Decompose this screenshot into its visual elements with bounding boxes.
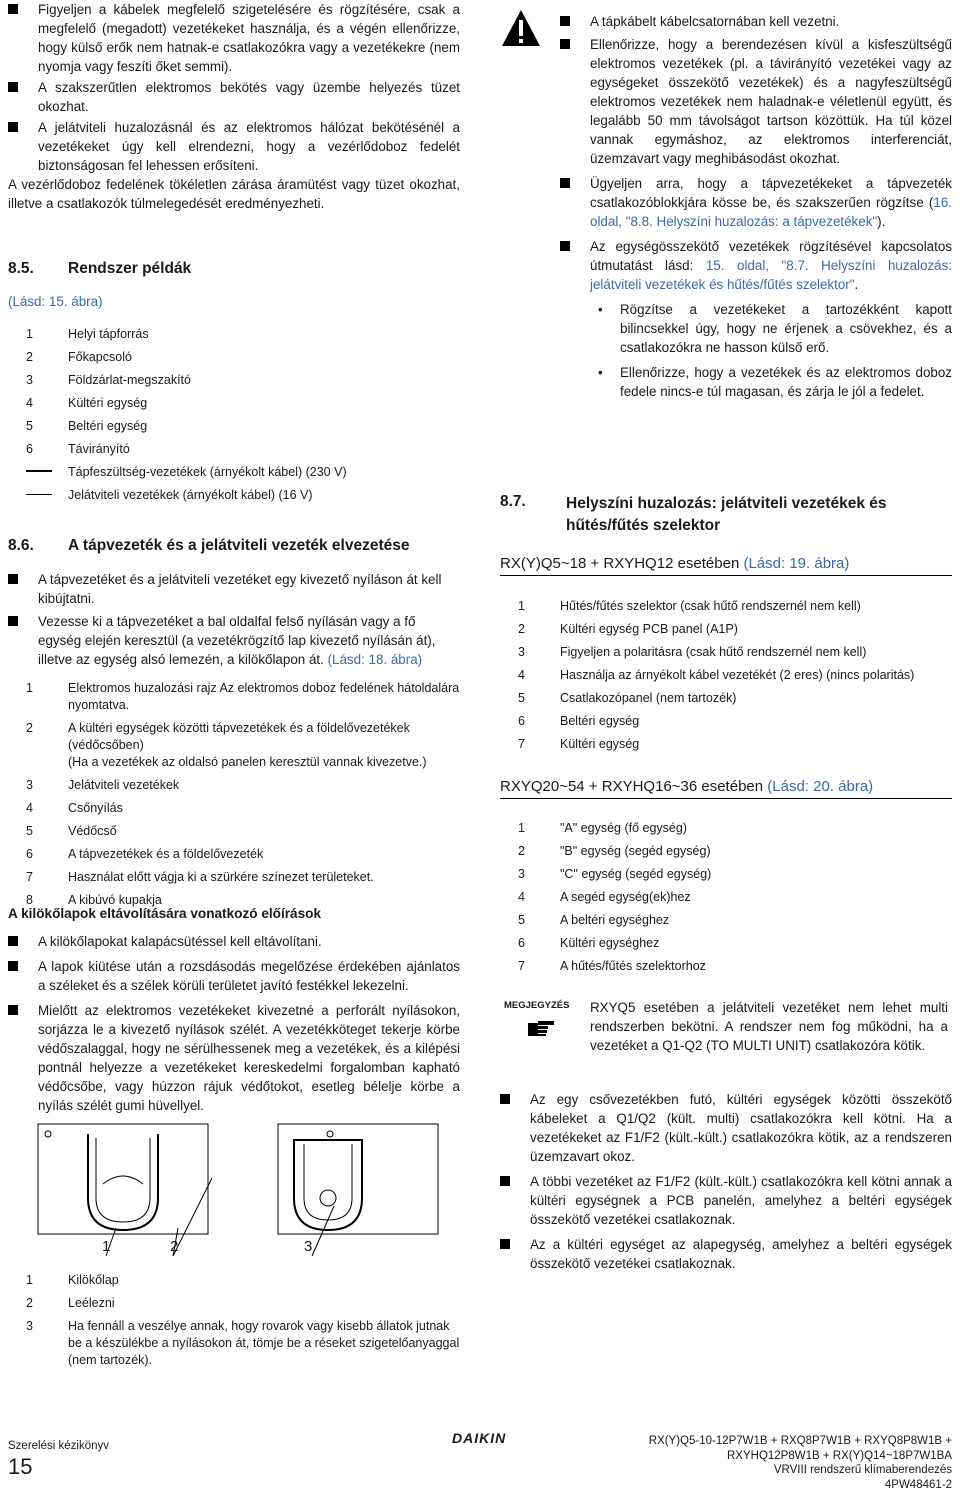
- list-item: 3 Ha fennáll a veszélye annak, hogy rovarok vagy kisebb állatok jutnak be a készülékbe a nyílásokon át, tömje be a réseket szigetelőanyaggal (nem tartozék).: [26, 1319, 460, 1367]
- manual-title: Szerelési kézikönyv: [8, 1440, 109, 1452]
- figure-ref-18[interactable]: (Lásd: 18. ábra): [327, 652, 423, 667]
- list-item: A lapok kiütése után a rozsdásodás megelőzése érdekében ajánlatos a széleket és a szélek körüli területet javító festékkel lekezelni.: [8, 957, 460, 995]
- list-item: 3 Figyeljen a polaritásra (csak hűtő rendszernél nem kell): [518, 645, 867, 659]
- dot-item: • Ellenőrizze, hogy a vezetékek és az elektromos doboz fedele nincs-e túl magasan, és zárja le jól a fedelet.: [598, 365, 952, 399]
- list-item: 2 "B" egység (segéd egység): [518, 844, 711, 858]
- page-16-link[interactable]: 16. oldal, "8.8. Helyszíni huzalozás: a tápvezetékek": [590, 195, 952, 229]
- list-item: 4 Csőnyílás: [26, 801, 123, 815]
- list-item: 2 Kültéri egység PCB panel (A1P): [518, 622, 738, 636]
- list-item: Mielőtt az elektromos vezetékeket kivezetné a perforált nyílásokon, sorjázza le a kivezető nyílások szélét. A vezetékköteget tekerje körbe védőszalaggal, hogy ne sérülhessenek meg a vezetékek, és a kilépési pontnál helyezze a vezetékeket kereskedelmi forgalomban kapható védőcsőbe, vagy húzzon rájuk védőtokot, esetleg bélelje körbe a nyílás szélét gumi hüvellyel.: [8, 1001, 460, 1115]
- list-item: 2 Főkapcsoló: [26, 350, 132, 364]
- note-text: RXYQ5 esetében a jelátviteli vezetéket nem lehet multi rendszerben bekötni. A rendszer nem fog működni, ha a vezetéket a Q1-Q2 (TO MULTI UNIT) csatlakozóra kötik.: [590, 1000, 948, 1053]
- bullet-list-1: [8, 0, 460, 213]
- list-item: 1 "A" egység (fő egység): [518, 821, 687, 835]
- warning-bullets: [560, 12, 952, 401]
- section-heading-8-6: 8.6. A tápvezeték és a jelátviteli vezeték elvezetése: [8, 537, 410, 554]
- daikin-logo: DAIKIN: [452, 1430, 507, 1446]
- list-item: 6 Távirányító: [26, 442, 130, 456]
- square-bullet-icon: [560, 16, 570, 26]
- knockout-bullets: [8, 932, 460, 1115]
- page-15-link[interactable]: 15. oldal, "8.7. Helyszíni huzalozás: jelátviteli vezetékek és hűtés/fűtés szelektor": [590, 258, 953, 292]
- list-item: Ellenőrizze, hogy a berendezésen kívül a kisfeszültségű elektromos vezetékek (pl. a távirányító vezetékei vagy az egységeket összekötő vezetékek) és a nagyfeszültségű elektromos vezetékek nem haladnak-e véletlenül együtt, és legalább 50 mm távolságot tartson közöttük. Ha túl közel vannak egymáshoz, az elektromos interferenciát, üzemzavart vagy meghibásodást okozhat.: [560, 35, 952, 168]
- list-item: 4 Kültéri egység: [26, 396, 148, 410]
- subheading-rxyq5: RX(Y)Q5~18 + RXYHQ12 esetében (Lásd: 19. ábra): [500, 555, 850, 572]
- square-bullet-icon: [8, 122, 18, 132]
- list-item: Az a kültéri egységet az alapegység, amelyhez a beltéri egységek összekötő vezetékei csatlakoznak.: [500, 1235, 952, 1273]
- dot-item: • Rögzítse a vezetékeket a tartozékként kapott bilincsekkel úgy, hogy ne érjenek a csövekhez, és a csatlakozókra ne hasson külső erő.: [598, 302, 952, 355]
- figure-label: 1: [102, 1238, 111, 1255]
- square-bullet-icon: [500, 1239, 510, 1249]
- square-bullet-icon: [8, 574, 18, 584]
- list-item: 3 Jelátviteli vezetékek: [26, 778, 180, 792]
- square-bullet-icon: [8, 961, 18, 971]
- list-item: 1 Helyi tápforrás: [26, 327, 149, 341]
- thin-line-icon: [26, 494, 52, 495]
- square-bullet-icon: [8, 616, 18, 626]
- model-info: RX(Y)Q5-10-12P7W1B + RXQ8P7W1B + RXYQ8P8W1B + RXYHQ12P8W1B + RX(Y)Q14~18P7W1BA VRVIII rendszerű klímaberendezés 4PW48461-2: [648, 1435, 952, 1491]
- list-item: 7 A hűtés/fűtés szelektorhoz: [518, 959, 706, 973]
- subheading-rxyq20: RXYQ20~54 + RXYHQ16~36 esetében (Lásd: 20. ábra): [500, 778, 874, 795]
- figure-label: 2: [170, 1238, 179, 1255]
- list-item: 6 Beltéri egység: [518, 714, 640, 728]
- square-bullet-icon: [560, 178, 570, 188]
- warning-paragraph: A vezérlődoboz fedelének tökéletlen zárása áramütést vagy tüzet okozhat, illetve a csatlakozók túlmelegedését eredményezheti.: [8, 177, 460, 211]
- list-item: 5 A beltéri egységhez: [518, 913, 670, 927]
- square-bullet-icon: [560, 39, 570, 49]
- section-heading-8-5: 8.5. Rendszer példák: [8, 260, 192, 277]
- figure-label: 3: [304, 1238, 313, 1255]
- knockout-heading: A kilökőlapok eltávolítására vonatkozó előírások: [8, 906, 322, 921]
- routing-list: [8, 680, 460, 909]
- list-item: A többi vezetéket az F1/F2 (kült.-kült.) csatlakozókra kell kötni annak a kültéri egységnek a PCB panelén, amelyhez a beltéri egységek összekötő vezetékei csatlakoznak.: [500, 1172, 952, 1229]
- list-item: 8 A kibúvó kupakja: [26, 893, 162, 907]
- square-bullet-icon: [8, 4, 18, 14]
- square-bullet-icon: [560, 241, 570, 251]
- square-bullet-icon: [500, 1176, 510, 1186]
- list-item: A szakszerűtlen elektromos bekötés vagy üzembe helyezés tüzet okozhat.: [8, 78, 460, 116]
- list-item: 6 Kültéri egységhez: [518, 936, 660, 950]
- divider: [500, 575, 952, 576]
- knockout-illustration: [28, 1118, 448, 1268]
- list-item: A jelátviteli huzalozásnál és az elektromos hálózat bekötésénél a vezetékeket úgy kell elrendezni, hogy a vezérlődoboz fedelét biztonságosan fel lehessen erősíteni.: [8, 118, 460, 175]
- warning-triangle-icon: [500, 8, 542, 48]
- note-label: MEGJEGYZÉS: [504, 1000, 570, 1011]
- list-item: 1 Elektromos huzalozási rajz Az elektromos doboz fedelének hátoldalára nyomtatva.: [26, 681, 460, 712]
- square-bullet-icon: [8, 1005, 18, 1015]
- section-heading-8-7: 8.7. Helyszíni huzalozás: jelátviteli vezetékek és hűtés/fűtés szelektor: [500, 493, 887, 534]
- figure-ref-15[interactable]: (Lásd: 15. ábra): [8, 294, 103, 309]
- list-item: 2 Leélezni: [26, 1296, 115, 1310]
- list-item: A tápvezetéket és a jelátviteli vezetéket egy kivezető nyíláson át kell kibújtatni.: [8, 570, 460, 608]
- figure-legend-list: [8, 1272, 460, 1369]
- list-item: 4 A segéd egység(ek)hez: [518, 890, 691, 904]
- list-item: 7 Használat előtt vágja ki a szürkére színezet területeket.: [26, 870, 374, 884]
- legend-power-line: Tápfeszültség-vezetékek (árnyékolt kábel) (230 V): [8, 464, 460, 481]
- dot-bullet-icon: •: [598, 365, 603, 380]
- pointing-hand-icon: [526, 1016, 556, 1038]
- divider: [500, 798, 952, 799]
- figure-ref-19[interactable]: (Lásd: 19. ábra): [743, 555, 850, 572]
- list-item: A kilökőlapokat kalapácsütéssel kell eltávolítani.: [8, 932, 460, 951]
- figure-ref-20[interactable]: (Lásd: 20. ábra): [767, 778, 874, 795]
- final-bullets: [500, 1090, 952, 1273]
- square-bullet-icon: [8, 82, 18, 92]
- list-item: A tápkábelt kábelcsatornában kell vezetni.: [560, 12, 952, 31]
- bullet-list-86: [8, 570, 460, 669]
- system-example-list: [8, 326, 460, 504]
- list-item: 3 Földzárlat-megszakító: [26, 373, 191, 387]
- list-item: 2 A kültéri egységek közötti tápvezetékek és a földelővezetékek (védőcsőben): [26, 721, 410, 752]
- square-bullet-icon: [500, 1094, 510, 1104]
- list-item: 5 Védőcső: [26, 824, 117, 838]
- list-item: 3 "C" egység (segéd egység): [518, 867, 712, 881]
- list-item: 1 Kilökőlap: [26, 1273, 119, 1287]
- list-item: Az egy csővezetékben futó, kültéri egységek közötti összekötő kábeleket a Q1/Q2 (kült. multi) csatlakozókra kell kötni. Ha a vezetékeket az F1/F2 (kült.-kült.) csatlakozókra kötik, az a rendszeren üzemzavart okoz.: [500, 1090, 952, 1166]
- list-item: Az egységösszekötő vezetékek rögzítésével kapcsolatos útmutatást lásd: 15. oldal, "8.7. Helyszíni huzalozás: jelátviteli vezetékek és hűtés/fűtés szelektor".: [560, 237, 952, 294]
- thick-line-icon: [26, 470, 52, 472]
- square-bullet-icon: [8, 936, 18, 946]
- page-number: 15: [8, 1454, 33, 1479]
- knockout-figure: [28, 1118, 448, 1268]
- list-item: Figyeljen a kábelek megfelelő szigetelésére és rögzítésére, csak a megfelelő (megadott) vezetékeket használja, és a végén ellenőrizze, hogy külső erők nem hatnak-e csatlakozókra vagy a vezetékekre (nem nyomja vagy feszíti őket semmi).: [8, 0, 460, 76]
- list-item: 4 Használja az árnyékolt kábel vezetékét (2 eres) (nincs polaritás): [518, 668, 915, 682]
- list-fig20: [500, 820, 952, 975]
- list-item: 5 Csatlakozópanel (nem tartozék): [518, 691, 737, 705]
- list-item: Vezesse ki a tápvezetéket a bal oldalfal felső nyílásán vagy a fő egység elején keresztül (a vezetékrögzítő lap kivezető nyílásán át), illetve az egység alsó lemezén, a kilökőlapon át. (Lásd: 18. ábra): [8, 612, 460, 669]
- list-item: 5 Beltéri egység: [26, 419, 148, 433]
- list-item: Ügyeljen arra, hogy a tápvezetékeket a tápvezeték csatlakozóblokkjára kösse be, és szakszerűen rögzítse (16. oldal, "8.8. Helyszíni huzalozás: a tápvezetékek").: [560, 174, 952, 231]
- dot-bullet-icon: •: [598, 302, 603, 317]
- list-item: 7 Kültéri egység: [518, 737, 640, 751]
- list-fig19: [500, 598, 952, 753]
- list-item: 1 Hűtés/fűtés szelektor (csak hűtő rendszernél nem kell): [518, 599, 861, 613]
- list-item: 6 A tápvezetékek és a földelővezeték: [26, 847, 264, 861]
- list-item-note: (Ha a vezetékek az oldalsó panelen keresztül vannak kivezetve.): [68, 755, 427, 769]
- legend-signal-line: Jelátviteli vezetékek (árnyékolt kábel) (16 V): [8, 487, 460, 504]
